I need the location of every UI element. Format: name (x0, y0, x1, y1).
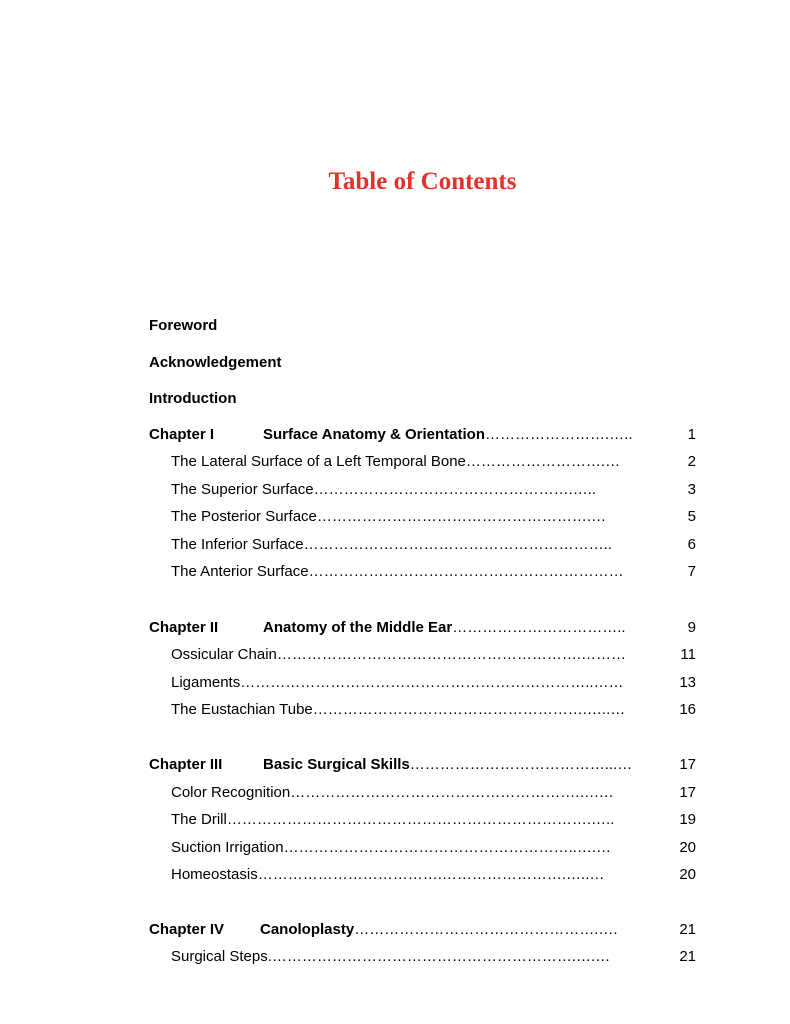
page-number: 3 (687, 481, 696, 498)
chapter-title-text: Anatomy of the Middle Ear (263, 619, 453, 636)
page-number: 13 (679, 674, 696, 691)
section-title-text: The Posterior Surface (171, 508, 317, 525)
chapter-title (263, 424, 657, 446)
toc-section-row (0, 699, 790, 721)
section-title-text: The Lateral Surface of a Left Temporal Bone (171, 453, 466, 470)
toc-chapter-row (0, 754, 790, 776)
page-number: 5 (687, 508, 696, 525)
section-title-text: The Eustachian Tube (171, 701, 313, 718)
page-number: 6 (687, 536, 696, 553)
page-number: 9 (687, 619, 696, 636)
section-title (171, 946, 657, 968)
page-number: 21 (679, 948, 696, 965)
section-title-text: Color Recognition (171, 784, 291, 801)
dot-leader: ………………………………………….…. (354, 921, 618, 938)
dot-leader: …………………………….. (452, 619, 626, 636)
section-title-text: Ossicular Chain (171, 646, 277, 663)
section-title (171, 864, 657, 886)
section-title (171, 506, 657, 528)
toc-section-row (0, 479, 790, 501)
dot-leader: …………………….….. (484, 426, 633, 443)
chapter-title (260, 919, 657, 941)
toc-section-row (0, 946, 790, 968)
chapter-number: Chapter III (149, 756, 223, 773)
toc-chapter-row (0, 617, 790, 639)
dot-leader: ………………………………………………….….… (290, 784, 614, 801)
section-title-text: The Inferior Surface (171, 536, 304, 553)
section-title-text: Suction Irrigation (171, 839, 284, 856)
chapter-title-text: Surface Anatomy & Orientation (263, 426, 485, 443)
toc-section-row (0, 644, 790, 666)
chapter-number: Chapter II (149, 619, 219, 636)
toc-section-row (0, 782, 790, 804)
toc-section-row (0, 561, 790, 583)
page-number: 21 (679, 921, 696, 938)
dot-leader: …………………………………………………….……… (276, 646, 627, 663)
toc-section-row (0, 837, 790, 859)
toc-chapter-row (0, 424, 790, 446)
page-number: 20 (679, 866, 696, 883)
chapter-title-text: Basic Surgical Skills (263, 756, 410, 773)
page-number: 17 (679, 784, 696, 801)
toc-chapter-row (0, 919, 790, 941)
dot-leader: …………………………………...… (409, 756, 633, 773)
section-title-text: Homeostasis (171, 866, 258, 883)
chapter-number: Chapter IV (149, 921, 225, 938)
dot-leader: ……………………….… (465, 453, 621, 470)
toc-introduction: Introduction (149, 390, 237, 407)
dot-leader: ……………………………………………….…..… (312, 701, 626, 718)
section-title-text: The Superior Surface (171, 481, 314, 498)
section-title (171, 644, 657, 666)
toc-section-row (0, 672, 790, 694)
dot-leader: ……………………………………………………………….….. (226, 811, 615, 828)
chapter-title (263, 617, 657, 639)
page-number: 2 (687, 453, 696, 470)
dot-leader: ……………………………………………….… (316, 508, 607, 525)
section-title-text: The Drill (171, 811, 227, 828)
dot-leader: …………………………………………….….. (313, 481, 597, 498)
toc-section-row (0, 534, 790, 556)
toc-foreword: Foreword (149, 317, 218, 334)
page-number: 1 (687, 426, 696, 443)
page-number: 17 (679, 756, 696, 773)
section-title (171, 479, 657, 501)
page-number: 11 (680, 646, 696, 663)
page-number: 7 (687, 563, 696, 580)
section-title (171, 699, 657, 721)
section-title (171, 534, 657, 556)
dot-leader: ……………………………………………………………..…… (240, 674, 624, 691)
page-title: Table of Contents (328, 168, 517, 195)
toc-section-row (0, 506, 790, 528)
page-number: 19 (679, 811, 696, 828)
section-title (171, 782, 657, 804)
page-number: 16 (679, 701, 696, 718)
toc-section-row (0, 809, 790, 831)
dot-leader: …………………………………………………….….… (271, 948, 611, 965)
section-title (171, 451, 657, 473)
section-title (171, 809, 657, 831)
toc-section-row (0, 451, 790, 473)
section-title-text: Ligaments (171, 674, 241, 691)
toc-acknowledgement: Acknowledgement (149, 354, 282, 371)
dot-leader: …………………………………………………….. (303, 536, 612, 553)
section-title-text: The Anterior Surface (171, 563, 309, 580)
chapter-title-text: Canoloplasty (260, 921, 355, 938)
dot-leader: ……………………………….…………………….…..… (257, 866, 605, 883)
toc-section-row (0, 864, 790, 886)
section-title (171, 672, 657, 694)
dot-leader: ……………………………………………………… (308, 563, 624, 580)
chapter-number: Chapter I (149, 426, 215, 443)
dot-leader: …………………………………………………..….… (283, 839, 612, 856)
chapter-title (263, 754, 657, 776)
section-title (171, 837, 657, 859)
section-title (171, 561, 657, 583)
section-title-text: Surgical Steps. (171, 948, 272, 965)
page-number: 20 (679, 839, 696, 856)
